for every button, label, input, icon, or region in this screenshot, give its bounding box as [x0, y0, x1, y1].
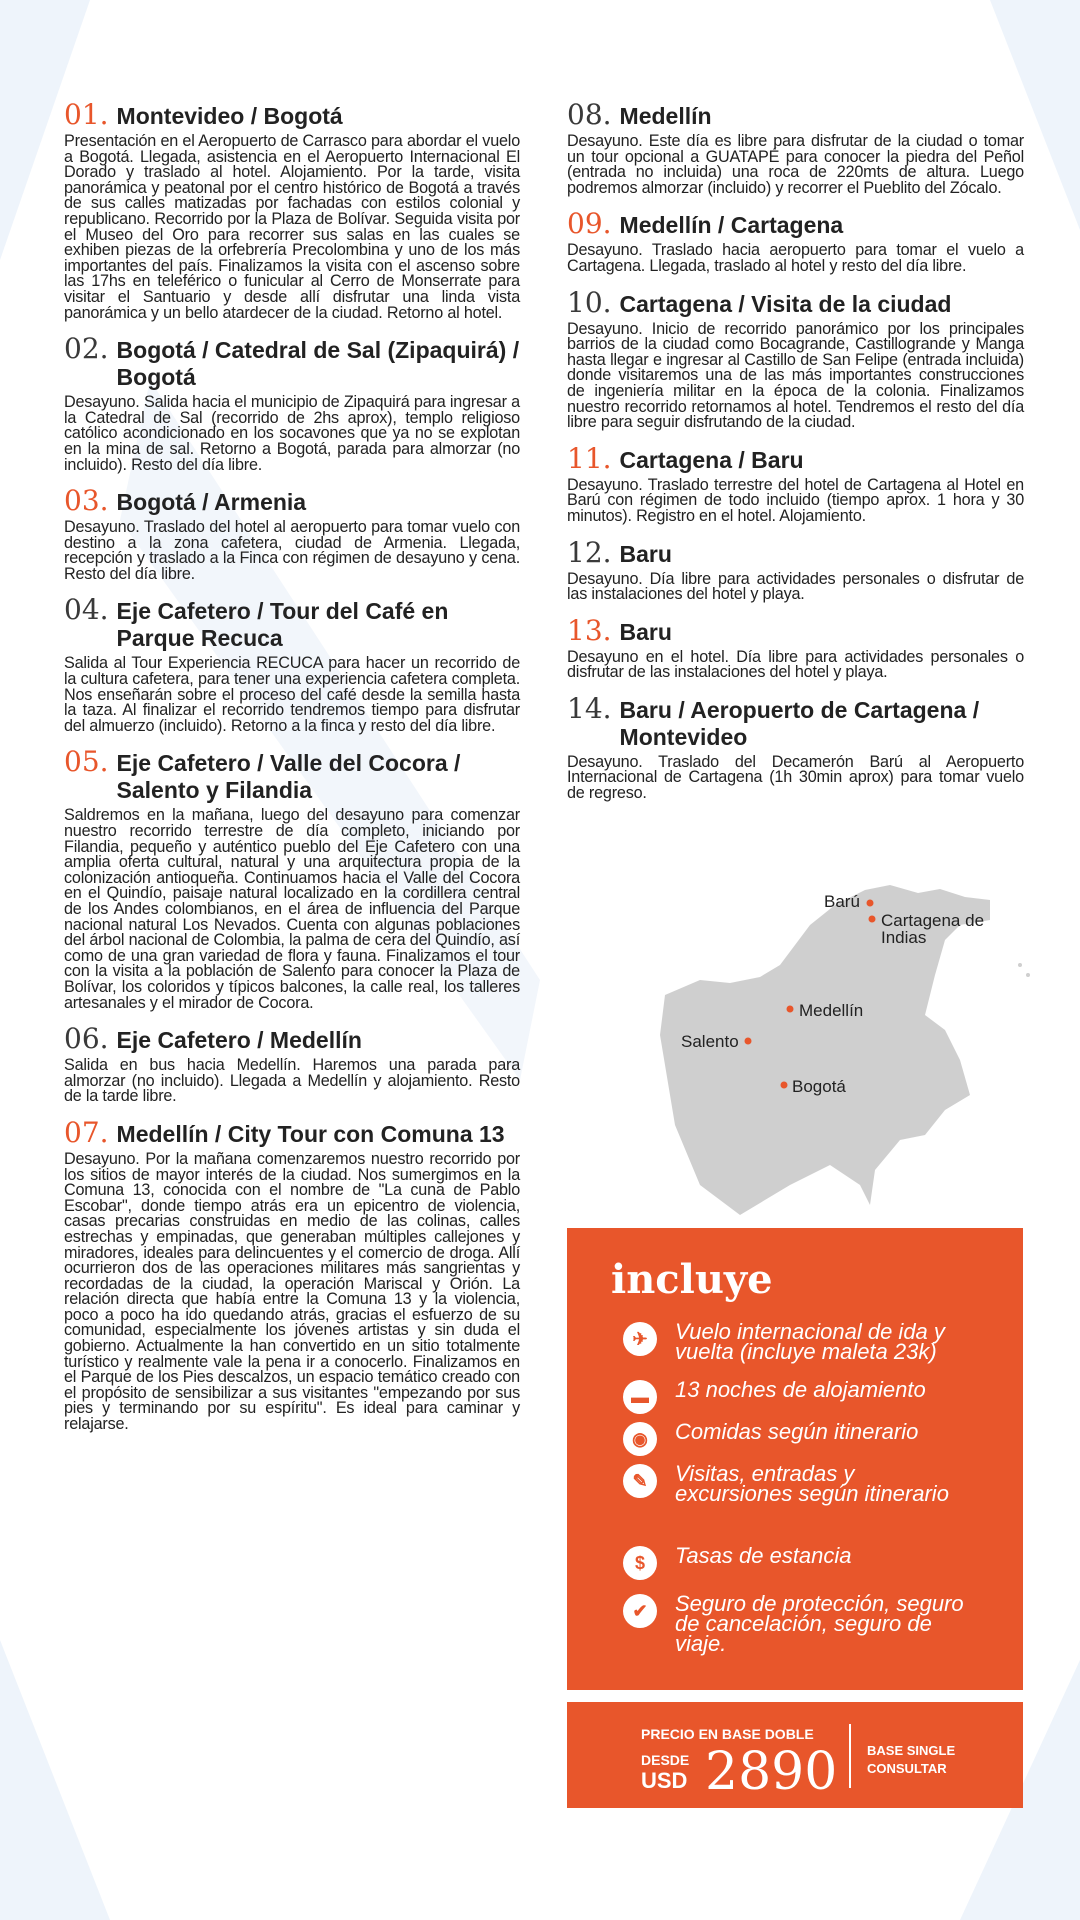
day-entry: [64, 747, 520, 1011]
day-description: Desayuno. Traslado hacia aeropuerto para tomar el vuelo a Cartagena. Llegada, traslado al hotel y resto del día libre.: [567, 241, 1024, 275]
day-description: Presentación en el Aeropuerto de Carrasco para abordar el vuelo a Bogotá. Llegada, asistencia en el Aeropuerto Internacional El Dorado y traslado al hotel. Alojamiento. Por la tarde, visita panorámica y peatonal por el centro histórico de Bogotá a través de sus calles matizadas por fachadas con estilos colonial y republicano. Recorrido por la Plaza de Bolívar. Seguida visita por el Museo del Oro para recorrer sus salas en las cuales se exhiben piezas de la orfebrería Precolombina y uno de los más importantes del país. Finalizamos la visita con el ascenso sobre las 17hs en teleférico o funicular al Cerro de Monserrate para visitar el Santuario y desde allí disfrutar una linda vista panorámica y un bello atardecer de la ciudad. Retorno al hotel.: [64, 132, 520, 322]
price-side-line-2: CONSULTAR: [867, 1761, 947, 1776]
price-box: [567, 1702, 1023, 1808]
day-entry: [567, 441, 1024, 525]
dollar-icon: $: [623, 1546, 657, 1580]
day-title: Baru: [619, 540, 672, 567]
day-description: Desayuno. Por la mañana comenzaremos nuestro recorrido por los sitios de mayor interés de la ciudad. Nos sumergimos en la Comuna 13, conocida con el nombre de "La cuna de Pablo Escobar", donde tiempo atrás era un epicentro de violencia, casas precarias construidas en medio de las colinas, calles estrechas y empinadas, que generaban múltiples callejones y miradores, ideales para delincuentes y el comercio de droga. Allí ocurrieron dos de las operaciones militares más sangrientas y recordadas de la ciudad, la operación Mariscal y Orión. La relación directa que había entre la Comuna 13 y la violencia, poco a poco ha ido quedando atrás, gracias el esfuerzo de su comunidad, especialmente los jóvenes artistas y sin duda el gobierno. Actualmente la han convertido en un sitio totalmente turístico y realmente vale la pena ir a conocerlo. Finalizamos en el Parque de los Pies descalzos, un espacio temático creado con el propósito de sensibilizar a sus visitantes "empezando por sus pies y terminando por su espíritu". Es ideal para caminar y relajarse.: [64, 1149, 520, 1434]
day-entry: [567, 691, 1024, 803]
bogota-dot: [781, 1082, 788, 1089]
day-title: Bogotá / Armenia: [116, 489, 307, 516]
map-label-bogota: Bogotá: [792, 1077, 846, 1096]
price-side-line-1: BASE SINGLE: [867, 1743, 956, 1758]
day-entry: [567, 535, 1024, 604]
day-header: [64, 747, 520, 804]
day-title: Cartagena / Baru: [619, 446, 804, 473]
include-item: [623, 1591, 975, 1656]
day-title: Eje Cafetero / Tour del Café en Parque Recuca: [116, 598, 449, 652]
day-entry: [567, 613, 1024, 682]
day-header: [567, 535, 1024, 569]
day-number: 14.: [567, 691, 612, 725]
ticket-icon: ✎: [623, 1464, 657, 1498]
includes-title: incluye: [611, 1256, 773, 1303]
price-currency: USD: [641, 1768, 688, 1793]
day-title: Cartagena / Visita de la ciudad: [619, 290, 952, 317]
price-divider: [849, 1724, 851, 1788]
day-title: Medellín / City Tour con Comuna 13: [116, 1120, 505, 1147]
day-description: Desayuno en el hotel. Día libre para actividades personales o disfrutar de las instalaciones del hotel y playa.: [567, 647, 1024, 682]
day-entry: [64, 1115, 520, 1434]
price-side-note: [867, 1742, 987, 1778]
day-description: Desayuno. Día libre para actividades personales o disfrutar de las instalaciones del hotel y playa.: [567, 569, 1024, 604]
day-header: [64, 100, 520, 130]
map-label-salento: Salento: [681, 1032, 739, 1051]
meal-icon: ◉: [623, 1422, 657, 1456]
day-number: 08.: [567, 98, 612, 131]
day-title: Montevideo / Bogotá: [116, 103, 343, 129]
shield-check-icon: ✔: [623, 1594, 657, 1628]
day-header: [64, 1024, 520, 1054]
include-item: [623, 1461, 975, 1506]
map-label-cartagena-2: Indias: [881, 928, 927, 947]
day-number: 12.: [567, 535, 612, 569]
price-label: PRECIO EN BASE DOBLE: [641, 1726, 814, 1742]
day-title: Baru: [619, 618, 672, 645]
day-header: [567, 691, 1024, 751]
day-number: 04.: [64, 593, 109, 627]
include-item-text: 13 noches de alojamiento: [675, 1377, 926, 1402]
day-header: [64, 595, 520, 652]
day-entry: [64, 1024, 520, 1105]
day-description: Salida en bus hacia Medellín. Haremos una parada para almorzar (no incluido). Llegada a Medellín y alojamiento. Resto de la tarde libre.: [64, 1056, 520, 1106]
map-label-medellin: Medellín: [799, 1001, 864, 1020]
itinerary-left-column: [64, 100, 520, 1446]
cartagena-dot: [869, 916, 876, 923]
day-header: [567, 613, 1024, 647]
day-header: [567, 100, 1024, 130]
day-title: Baru / Aeropuerto de Cartagena / Montevideo: [619, 696, 980, 750]
day-description: Saldremos en la mañana, luego del desayuno para comenzar nuestro recorrido terrestre de día completo, iniciando por Filandia, pequeño y auténtico pueblo del Eje Cafetero con una amplia oferta cultural, natural y una arquitectura propia de la colonización antioqueña. Continuamos hacia el Valle del Cocora en el Quindío, paisaje natural localizado en la cordillera central de los Andes colombianos, en el área de influencia del Parque nacional natural Los Nevados. Cuenta con algunas poblaciones del árbol nacional de Colombia, la palma de cera del Quindío, así como de una gran variedad de flora y fauna. Finalizamos el tour con la visita a la población de Salento para conocer la Plaza de Bolívar, los coloridos y típicos balcones, la calle real, los talleres artesanales y el mirador de Cocora.: [64, 806, 520, 1012]
day-description: Desayuno. Este día es libre para disfrutar de la ciudad o tomar un tour opcional a GUATAPÉ para conocer la piedra del Peñol (entrada no incluida) una roca de 220mts de altura. Luego podremos almorzar (incluido) y recorrer el Pueblito del Zócalo.: [567, 132, 1024, 197]
day-title: Medellín / Cartagena: [619, 212, 844, 239]
include-item-text: Tasas de estancia: [675, 1543, 852, 1568]
include-item: [623, 1377, 975, 1414]
day-entry: [64, 334, 520, 473]
day-description: Desayuno. Traslado del hotel al aeropuerto para tomar vuelo con destino a la zona cafetera, ciudad de Armenia. Llegada, recepción y traslado a la Finca con régimen de desayuno y cena. Resto del día libre.: [64, 518, 520, 583]
day-number: 09.: [567, 207, 612, 241]
day-entry: [64, 486, 520, 582]
day-number: 07.: [64, 1115, 109, 1149]
colombia-map: [660, 885, 1045, 1230]
price-desde: DESDE: [641, 1752, 690, 1768]
day-title: Medellín: [619, 103, 712, 129]
day-number: 13.: [567, 613, 612, 647]
day-number: 01.: [64, 98, 109, 131]
bed-icon: ▬: [623, 1380, 657, 1414]
include-item: [623, 1419, 975, 1456]
day-number: 05.: [64, 745, 109, 779]
day-title: Bogotá / Catedral de Sal (Zipaquirá) / Bogotá: [116, 337, 520, 391]
day-description: Desayuno. Traslado terrestre del hotel de Cartagena al Hotel en Barú con régimen de todo incluido (tiempo aprox. 1 hora y 30 minutos). Registro en el hotel. Alojamiento.: [567, 475, 1024, 525]
day-entry: [567, 209, 1024, 274]
map-label-cartagena: Cartagena de: [881, 911, 985, 930]
day-description: Desayuno. Salida hacia el municipio de Zipaquirá para ingresar a la Catedral de Sal (recorrido de 2hs aprox), templo religioso católico acondicionado en los socavones que ya no se explotan en la mina de sal. Retorno a Bogotá, parada para almorzar (no incluido). Resto del día libre.: [64, 393, 520, 474]
day-header: [567, 285, 1024, 319]
day-title: Eje Cafetero / Valle del Cocora / Salento y Filandia: [116, 750, 461, 804]
day-description: Salida al Tour Experiencia RECUCA para hacer un recorrido de la cultura cafetera, para tener una experiencia cafetera completa. Nos enseñarán sobre el proceso del café desde la semilla hasta la taza. Al finalizar el recorrido tendremos tiempo para disfrutar del almuerzo (incluido). Retorno a la finca y resto del día libre.: [64, 654, 520, 735]
include-item-text: Vuelo internacional de ida y vuelta (incluye maleta 23k): [675, 1319, 945, 1364]
price-amount: 2890: [705, 1742, 838, 1802]
day-entry: [64, 100, 520, 321]
day-header: [567, 441, 1024, 475]
include-item-text: Seguro de protección, seguro de cancelación, seguro de viaje.: [675, 1591, 964, 1656]
includes-box: [567, 1228, 1023, 1690]
day-header: [64, 1115, 520, 1149]
day-title: Eje Cafetero / Medellín: [116, 1027, 362, 1054]
day-number: 03.: [64, 484, 109, 518]
map-label-baru: Barú: [824, 892, 860, 911]
day-number: 02.: [64, 332, 109, 366]
include-item: [623, 1543, 975, 1580]
day-header: [64, 334, 520, 391]
plane-icon: ✈: [623, 1322, 657, 1356]
salento-dot: [745, 1038, 752, 1045]
day-description: Desayuno. Inicio de recorrido panorámico por los principales barrios de la ciudad como Bocagrande, Castillogrande y Manga hasta llegar e ingresar al Castillo de San Felipe (entrada incluida) donde visitaremos una de las más importantes construcciones de ingeniería militar en la época de la colonia. Finalizamos nuestro recorrido retornamos al hotel. Tendremos el resto del día libre para seguir disfrutando de la ciudad.: [567, 319, 1024, 432]
day-description: Desayuno. Traslado del Decamerón Barú al Aeropuerto Internacional de Cartagena (1h 30min aprox) para tomar vuelo de regreso.: [567, 752, 1024, 803]
day-header: [567, 209, 1024, 239]
day-entry: [64, 595, 520, 734]
include-item: [623, 1319, 975, 1364]
day-entry: [567, 100, 1024, 196]
baru-dot: [867, 900, 874, 907]
day-number: 10.: [567, 285, 612, 319]
medellin-dot: [787, 1006, 794, 1013]
include-item-text: Visitas, entradas y excursiones según itinerario: [675, 1461, 949, 1506]
include-item-text: Comidas según itinerario: [675, 1419, 919, 1444]
day-header: [64, 486, 520, 516]
day-entry: [567, 285, 1024, 432]
itinerary-right-column: [567, 100, 1024, 815]
day-number: 11.: [567, 441, 612, 475]
day-number: 06.: [64, 1022, 109, 1056]
